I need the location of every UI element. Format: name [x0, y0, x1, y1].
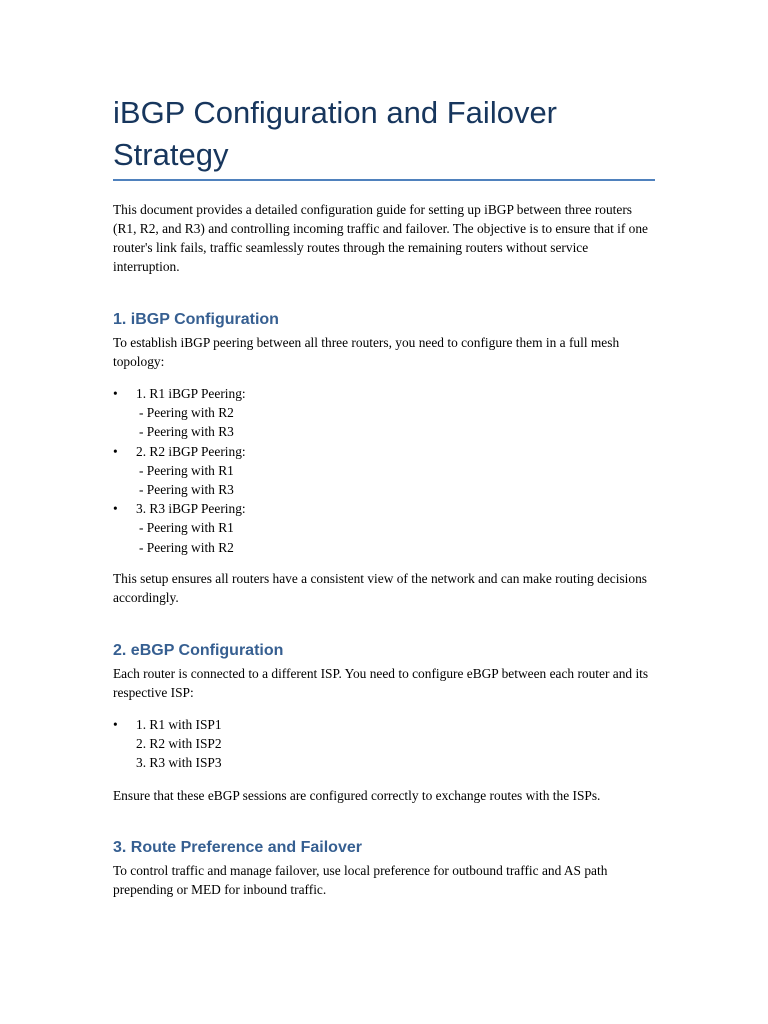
- list-item-label: 2. R2 iBGP Peering:: [136, 443, 246, 459]
- section-heading-ebgp: 2. eBGP Configuration: [113, 642, 284, 659]
- list-sub-item: - Peering with R3: [139, 482, 234, 498]
- ebgp-isp-list: [113, 715, 655, 773]
- section1-outro: This setup ensures all routers have a consistent view of the network and can make routing decisions accordingly.: [113, 571, 647, 605]
- section2-outro: Ensure that these eBGP sessions are configured correctly to exchange routes with the ISPs.: [113, 788, 601, 803]
- section1-intro: To establish iBGP peering between all three routers, you need to configure them in a full mesh topology:: [113, 335, 620, 369]
- list-item-label: 3. R3 iBGP Peering:: [136, 501, 246, 517]
- list-line: 2. R2 with ISP2: [136, 736, 222, 752]
- title-underline: [113, 179, 655, 181]
- section-heading-route-preference: 3. Route Preference and Failover: [113, 839, 362, 856]
- bullet-icon: •: [113, 501, 118, 517]
- list-sub-item: - Peering with R3: [139, 424, 234, 440]
- list-item: [113, 499, 655, 557]
- ibgp-peering-list: [113, 384, 655, 557]
- list-sub-item: - Peering with R2: [139, 405, 234, 421]
- list-item: [113, 384, 655, 442]
- intro-paragraph: This document provides a detailed configuration guide for setting up iBGP between three routers (R1, R2, and R3) and controlling incoming traffic and failover. The objective is to ensure that if one router's link fails, traffic seamlessly routes through the remaining routers without service interruption.: [113, 202, 648, 274]
- list-item: [113, 715, 655, 773]
- list-sub-item: - Peering with R1: [139, 520, 234, 536]
- list-sub-item: - Peering with R2: [139, 539, 234, 555]
- bullet-icon: •: [113, 443, 118, 459]
- list-sub-item: - Peering with R1: [139, 462, 234, 478]
- section2-intro: Each router is connected to a different ISP. You need to configure eBGP between each router and its respective ISP:: [113, 666, 649, 700]
- bullet-icon: •: [113, 717, 118, 732]
- section-heading-ibgp: 1. iBGP Configuration: [113, 311, 279, 328]
- list-item-label: 1. R1 iBGP Peering:: [136, 386, 246, 401]
- list-line: 1. R1 with ISP1: [136, 717, 222, 732]
- document-title: iBGP Configuration and Failover Strategy: [113, 95, 558, 172]
- list-item: [113, 442, 655, 500]
- bullet-icon: •: [113, 386, 118, 401]
- section3-intro: To control traffic and manage failover, use local preference for outbound traffic and AS path prepending or MED for inbound traffic.: [113, 863, 608, 897]
- list-line: 3. R3 with ISP3: [136, 755, 222, 771]
